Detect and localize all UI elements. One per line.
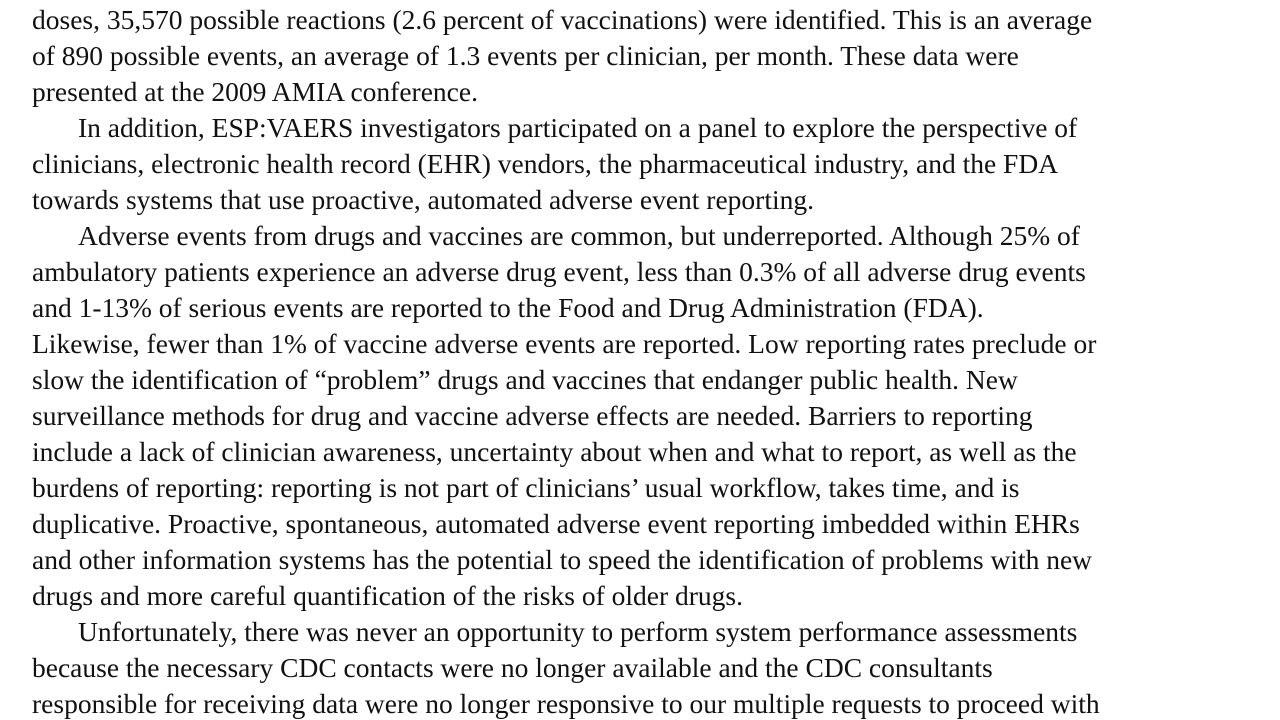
text-line: and other information systems has the potential to speed the identification of problems with new [32,544,1093,575]
paragraph-first-line: Unfortunately, there was never an opportunity to perform system performance assessments [78,616,1078,647]
paragraph-first-line: In addition, ESP:VAERS investigators participated on a panel to explore the perspective of [78,112,1078,143]
text-line: responsible for receiving data were no longer responsive to our multiple requests to proceed with [32,688,1100,719]
text-line: surveillance methods for drug and vaccine adverse effects are needed. Barriers to reporting [32,400,1033,431]
text-line: and 1-13% of serious events are reported to the Food and Drug Administration (FDA). [32,292,984,323]
paragraph-first-line: Adverse events from drugs and vaccines are common, but underreported. Although 25% of [78,220,1080,251]
text-line: ambulatory patients experience an adverse drug event, less than 0.3% of all adverse drug events [32,256,1086,287]
text-line: Likewise, fewer than 1% of vaccine adverse events are reported. Low reporting rates preclude or [32,328,1097,359]
text-line: slow the identification of “problem” drugs and vaccines that endanger public health. New [32,364,1018,395]
text-line: drugs and more careful quantification of the risks of older drugs. [32,580,743,611]
text-line: because the necessary CDC contacts were no longer available and the CDC consultants [32,652,993,683]
text-line: towards systems that use proactive, automated adverse event reporting. [32,184,814,215]
text-line: clinicians, electronic health record (EHR) vendors, the pharmaceutical industry, and the FDA [32,148,1059,179]
text-line: presented at the 2009 AMIA conference. [32,76,478,107]
text-line: duplicative. Proactive, spontaneous, automated adverse event reporting imbedded within EHRs [32,508,1080,539]
text-line: include a lack of clinician awareness, uncertainty about when and what to report, as well as the [32,436,1077,467]
text-line: of 890 possible events, an average of 1.3 events per clinician, per month. These data were [32,40,1019,71]
text-line: burdens of reporting: reporting is not part of clinicians’ usual workflow, takes time, and is [32,472,1020,503]
text-line: doses, 35,570 possible reactions (2.6 percent of vaccinations) were identified. This is an average [32,4,1093,35]
